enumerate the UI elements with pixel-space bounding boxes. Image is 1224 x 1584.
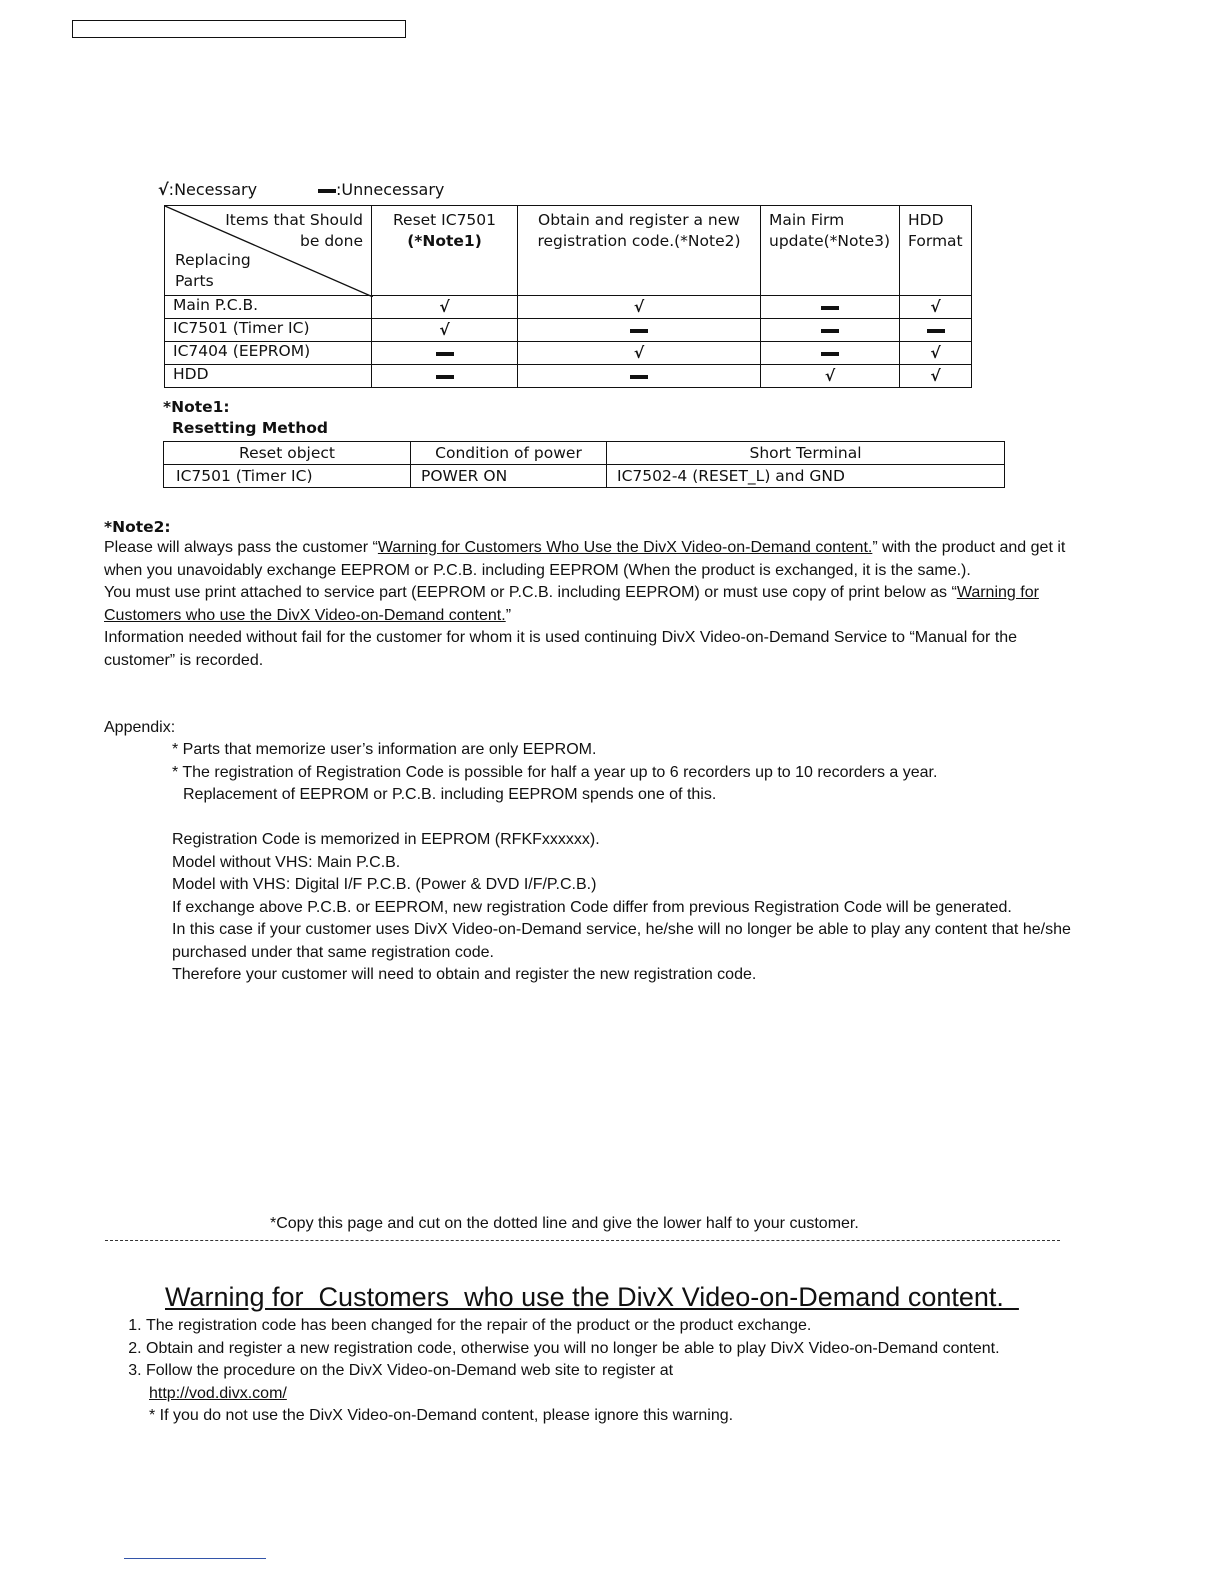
header-box <box>72 20 406 38</box>
reset-table <box>163 441 1005 488</box>
cut-line <box>105 1240 1060 1241</box>
dash-icon <box>436 352 454 356</box>
note2-paragraph: Information needed without fail for the customer for whom it is used continuing DivX Video-on-Demand Service to “Manual for the customer” is recorded. <box>104 629 1018 669</box>
parts-table <box>164 205 972 388</box>
dash-icon <box>821 329 839 333</box>
corner-top-line: Items that Should <box>225 211 363 229</box>
check-icon: √ <box>930 298 941 316</box>
check-icon: √ <box>633 344 645 362</box>
corner-bottom-line: Replacing <box>175 251 251 269</box>
footer-rule <box>124 1558 266 1559</box>
legend-necessary: √:Necessary <box>158 180 258 199</box>
dash-icon <box>318 189 336 193</box>
warning-item: 2. Obtain and register a new registration code, otherwise you will no longer be able to play DivX Video-on-Demand content. <box>146 1338 1000 1361</box>
header-reset: Reset IC7501 (*Note1) <box>372 206 518 296</box>
part-name: IC7501 (Timer IC) <box>165 319 372 342</box>
corner-bottom-line: Parts <box>175 272 214 290</box>
appendix-bullet-cont: Replacement of EEPROM or P.C.B. including EEPROM spends one of this. <box>183 786 717 803</box>
note2-body <box>104 537 1072 672</box>
check-icon: √ <box>158 180 169 199</box>
part-name: HDD <box>165 365 372 388</box>
part-name: IC7404 (EEPROM) <box>165 342 372 365</box>
dash-icon <box>927 329 945 333</box>
table-row: IC7501 (Timer IC) POWER ON IC7502-4 (RESET_L) and GND <box>164 465 1005 488</box>
appendix-line: Model without VHS: Main P.C.B. <box>172 853 401 871</box>
warning-item: 1. The registration code has been changed for the repair of the product or the product exchange. <box>146 1315 1000 1338</box>
warning-reference: Warning for Customers Who Use the DivX Video-on-Demand content. <box>377 539 873 556</box>
dash-icon <box>630 329 648 333</box>
appendix-line: Model with VHS: Digital I/F P.C.B. (Power & DVD I/F/P.C.B.) <box>172 876 597 893</box>
part-name: Main P.C.B. <box>165 296 372 319</box>
check-icon: √ <box>633 298 645 316</box>
warning-list <box>104 1315 1000 1428</box>
table-row <box>165 296 972 319</box>
table-row <box>165 342 972 365</box>
note2-paragraph: Please will always pass the customer “Warning for Customers Who Use the DivX Video-on-Demand content.” with the product and get it when you unavoidably exchange EEPROM or P.C.B. including EEPROM (When the product is exchanged, it is the same.). <box>104 539 1066 579</box>
note2-paragraph: You must use print attached to service part (EEPROM or P.C.B. including EEPROM) or must use copy of print below as “Warning for Customers who use the DivX Video-on-Demand content.” <box>104 584 1039 624</box>
table-row <box>165 365 972 388</box>
header-firm: Main Firm update(*Note3) <box>761 206 900 296</box>
header-hdd: HDD Format <box>900 206 972 296</box>
check-icon: √ <box>824 367 836 385</box>
corner-top-line: be done <box>300 232 363 250</box>
appendix-line: Therefore your customer will need to obtain and register the new registration code. <box>172 966 757 983</box>
note1-subtitle: Resetting Method <box>172 419 328 437</box>
dash-icon <box>821 352 839 356</box>
warning-title: Warning for Customers who use the DivX Video-on-Demand content. <box>165 1282 1019 1312</box>
table-row <box>165 319 972 342</box>
dash-icon <box>821 306 839 310</box>
copy-instruction: *Copy this page and cut on the dotted line and give the lower half to your customer. <box>270 1215 859 1232</box>
appendix-line: Registration Code is memorized in EEPROM (RFKFxxxxxx). <box>172 831 600 848</box>
appendix-line: In this case if your customer uses DivX Video-on-Demand service, he/she will no longer be able to play any content that he/she purchased under that same registration code. <box>172 921 1071 961</box>
header-register: Obtain and register a new registration code.(*Note2) <box>518 206 761 296</box>
table-corner-cell <box>165 206 372 296</box>
check-icon: √ <box>930 367 941 385</box>
legend-unnecessary: :Unnecessary <box>318 180 444 199</box>
note2-label: *Note2: <box>104 518 171 536</box>
divx-url-link[interactable]: http://vod.divx.com/ <box>149 1384 287 1402</box>
appendix-label: Appendix: <box>104 719 176 736</box>
appendix-bullet: * Parts that memorize user’s information are only EEPROM. <box>172 741 597 758</box>
dash-icon <box>436 375 454 379</box>
check-icon: √ <box>439 321 450 339</box>
warning-footnote: * If you do not use the DivX Video-on-Demand content, please ignore this warning. <box>149 1407 734 1424</box>
appendix-line: If exchange above P.C.B. or EEPROM, new registration Code differ from previous Registration Code will be generated. <box>172 898 1012 916</box>
warning-reference: Warning for Customers who use the DivX Video-on-Demand content. <box>104 584 1039 624</box>
check-icon: √ <box>439 298 450 316</box>
table-header-row: Reset object Condition of power Short Terminal <box>164 442 1005 465</box>
check-icon: √ <box>930 344 941 362</box>
appendix-bullet: * The registration of Registration Code is possible for half a year up to 6 recorders up to 10 recorders a year. <box>172 763 938 781</box>
dash-icon <box>630 375 648 379</box>
warning-item: 3. Follow the procedure on the DivX Video-on-Demand web site to register at http://vod.divx.com/ * If you do not use the DivX Video-on-Demand content, please ignore this warning. <box>146 1360 1000 1428</box>
appendix-bullets <box>172 739 1072 807</box>
appendix-details <box>172 829 1077 987</box>
note1-label: *Note1: <box>163 398 230 416</box>
